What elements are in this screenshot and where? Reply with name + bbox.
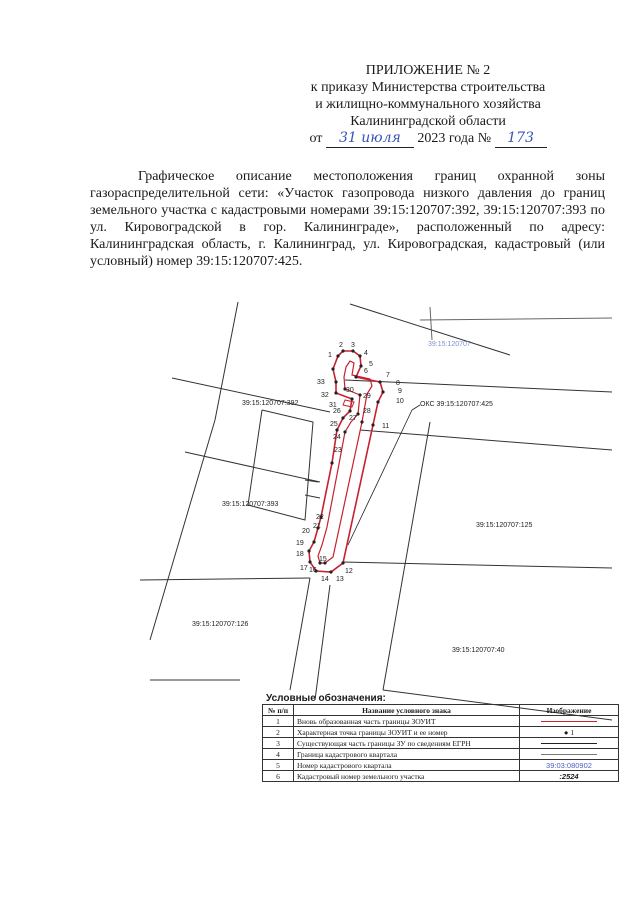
- legend-title: Условные обозначения:: [266, 693, 386, 704]
- oks-leader-line: [412, 405, 420, 410]
- legend-col-num: № п/п: [263, 705, 294, 716]
- point-label: 27: [349, 415, 357, 422]
- date-prefix: от: [309, 131, 323, 146]
- oks-leader-line: [348, 410, 412, 545]
- handwritten-date: 31 июля: [326, 130, 414, 148]
- point-label: 32: [321, 392, 329, 399]
- quarter-number-sample: 39:03:080902: [520, 760, 619, 771]
- point-label: 5: [369, 361, 373, 368]
- parcel-label-392: 39:15:120707:392: [242, 400, 299, 407]
- point-label: 31: [329, 402, 337, 409]
- quarter-number-label: 39:15:120707: [428, 341, 471, 348]
- legend-row: 4 Граница кадастрового квартала: [263, 749, 619, 760]
- point-label: 17: [300, 565, 308, 572]
- boundary-line: [315, 585, 330, 700]
- legend-table: [262, 704, 619, 782]
- legend-row: 2 Характерная точка границы ЗОУИТ и ее номер ● 1: [263, 727, 619, 738]
- region-line: Калининградской области: [350, 114, 506, 129]
- boundary-line: [383, 422, 430, 690]
- grey-line-sample: [541, 754, 597, 755]
- boundary-line: [140, 578, 310, 580]
- point-label: 20: [302, 528, 310, 535]
- description-text: Графическое описание местоположения границ охранной зоны газораспределительной сети: «Участок газопровода низкого давления до границ земельного участка с кадастровыми номерами 39:15:120707:392, 39:15:120707:393 по ул. Кировоградской в гор. Калининграде», расположенный по адресу: Калининградская область, г. Калининград, ул. Кировоградская, кадастровый (или условный) номер 39:15:120707:425.: [90, 169, 605, 269]
- point-label: 13: [336, 576, 344, 583]
- order-line: к приказу Министерства строительства: [310, 80, 546, 95]
- point-label: 21: [313, 523, 321, 530]
- point-label: 23: [334, 447, 342, 454]
- point-dot-icon: ●: [563, 727, 569, 737]
- legend-row: 1 Вновь образованная часть границы ЗОУИТ: [263, 716, 619, 727]
- point-label: 18: [296, 551, 304, 558]
- legend-col-image: Изображение: [520, 705, 619, 716]
- red-line-sample: [541, 721, 597, 722]
- point-label: 19: [296, 540, 304, 547]
- boundary-line: [345, 380, 612, 392]
- point-label: 14: [321, 576, 329, 583]
- point-label: 16: [309, 567, 317, 574]
- black-line-sample: [541, 743, 597, 744]
- point-label: 30: [346, 387, 354, 394]
- point-label: 2: [339, 342, 343, 349]
- year-text: 2023 года №: [417, 131, 492, 146]
- point-label: 25: [330, 421, 338, 428]
- point-label: 6: [364, 368, 368, 375]
- oks-label: ОКС 39:15:120707:425: [420, 401, 493, 408]
- handwritten-number: 173: [495, 130, 547, 148]
- parcel-label-126: 39:15:120707:126: [192, 621, 249, 628]
- point-label: 10: [396, 398, 404, 405]
- parcel-label-40: 39:15:120707:40: [452, 647, 505, 654]
- legend: [262, 693, 619, 782]
- point-label: 28: [363, 408, 371, 415]
- legend-row: 5 Номер кадастрового квартала 39:03:080902: [263, 760, 619, 771]
- legend-col-name: Название условного знака: [294, 705, 520, 716]
- point-number-sample: 1: [570, 727, 575, 737]
- parcel-number-sample: :2524: [520, 771, 619, 782]
- quarter-boundary-line: [420, 318, 612, 320]
- point-label: 11: [382, 423, 390, 430]
- legend-row: 6 Кадастровый номер земельного участка :2524: [263, 771, 619, 782]
- point-label: 26: [333, 408, 341, 415]
- point-label: 7: [386, 372, 390, 379]
- point-label: 15: [319, 556, 327, 563]
- boundary-line: [150, 420, 215, 640]
- legend-row: 3 Существующая часть границы ЗУ по сведениям ЕГРН: [263, 738, 619, 749]
- point-label: 4: [364, 350, 368, 357]
- parcel-label-393: 39:15:120707:393: [222, 501, 279, 508]
- point-label: 22: [316, 514, 324, 521]
- boundary-line: [215, 302, 238, 420]
- appendix-title: ПРИЛОЖЕНИЕ № 2: [365, 63, 491, 78]
- quarter-boundary-line: [430, 307, 432, 340]
- point-label: 9: [398, 388, 402, 395]
- point-label: 3: [351, 342, 355, 349]
- point-label: 8: [396, 380, 400, 387]
- point-label: 29: [363, 393, 371, 400]
- boundary-line: [342, 562, 612, 568]
- point-label: 1: [328, 352, 332, 359]
- point-label: 33: [317, 379, 325, 386]
- point-label: 24: [333, 434, 341, 441]
- parcel-label-125: 39:15:120707:125: [476, 522, 533, 529]
- ministry-line: и жилищно-коммунального хозяйства: [315, 97, 541, 112]
- point-label: 12: [345, 568, 353, 575]
- boundary-line: [290, 578, 310, 690]
